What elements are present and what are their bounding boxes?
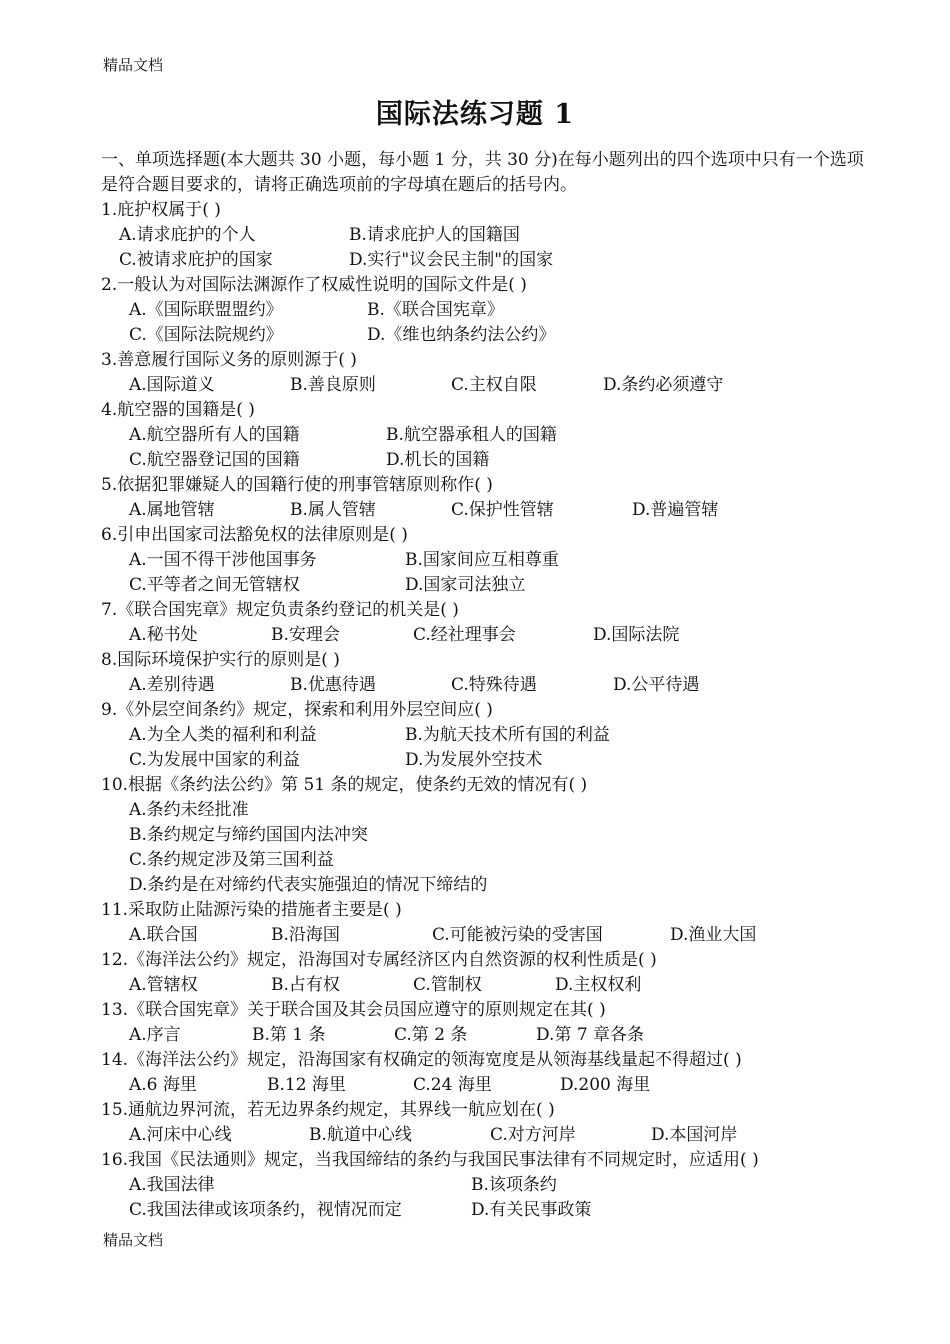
option-a: A.我国法律 [129,1175,215,1195]
question-stem: 5.依据犯罪嫌疑人的国籍行使的刑事管辖原则称作( ) [101,475,493,495]
option-a: A.为全人类的福利和利益 [129,725,317,745]
option-row [101,373,871,398]
option-c: C.条约规定涉及第三国利益 [129,850,334,870]
option-c: C.航空器登记国的国籍 [129,450,300,470]
option-d: D.条约必须遵守 [603,375,724,395]
option-c: C.可能被污染的受害国 [432,925,603,945]
option-row [101,1173,871,1198]
option-d: D.实行"议会民主制"的国家 [349,250,554,270]
option-d: D.200 海里 [560,1075,651,1095]
option-a: A.属地管辖 [129,500,215,520]
option-d: D.普遍管辖 [632,500,719,520]
option-b: B.《联合国宪章》 [367,300,504,320]
option-b: B.沿海国 [271,925,340,945]
option-a: A.秘书处 [129,625,198,645]
question-stem: 4.航空器的国籍是( ) [101,400,255,420]
question-stem: 6.引申出国家司法豁免权的法律原则是( ) [101,525,408,545]
option-b: B.12 海里 [267,1075,346,1095]
option-b: B.优惠待遇 [290,675,376,695]
option-row [101,798,871,823]
option-b: B.第 1 条 [252,1025,326,1045]
option-b: B.属人管辖 [290,500,376,520]
option-c: C.对方河岸 [490,1125,576,1145]
option-d: D.主权权利 [555,975,642,995]
option-b: B.安理会 [271,625,340,645]
option-b: B.为航天技术所有国的利益 [405,725,610,745]
option-a: A.6 海里 [129,1075,197,1095]
option-c: C.保护性管辖 [451,500,554,520]
option-row [101,973,871,998]
option-c: C.为发展中国家的利益 [129,750,300,770]
option-row [101,1123,871,1148]
option-b: B.请求庇护人的国籍国 [349,225,520,245]
option-a: A.序言 [129,1025,181,1045]
option-c: C.主权自限 [451,375,537,395]
question-stem: 14.《海洋法公约》规定，沿海国家有权确定的领海宽度是从领海基线量起不得超过( ) [101,1050,742,1070]
option-b: B.占有权 [271,975,340,995]
question-list [101,148,871,1223]
option-a: A.航空器所有人的国籍 [129,425,300,445]
option-c: C.24 海里 [413,1075,492,1095]
question-stem: 3.善意履行国际义务的原则源于( ) [101,350,357,370]
option-row [101,548,871,573]
option-c: C.特殊待遇 [451,675,537,695]
page-header-mark: 精品文档 [103,56,164,74]
option-d: D.第 7 章各条 [536,1025,645,1045]
option-row [101,423,871,448]
option-row [101,873,871,898]
option-row [101,573,871,598]
option-a: A.河床中心线 [129,1125,232,1145]
option-d: D.《维也纳条约法公约》 [367,325,556,345]
option-b: B.航空器承租人的国籍 [386,425,557,445]
option-a: A.一国不得干涉他国事务 [129,550,317,570]
option-row [101,298,871,323]
option-c: C.被请求庇护的国家 [119,250,273,270]
question-stem: 16.我国《民法通则》规定，当我国缔结的条约与我国民事法律有不同规定时，应适用( ) [101,1150,759,1170]
option-c: C.经社理事会 [413,625,516,645]
option-c: C.管制权 [413,975,482,995]
option-row [101,673,871,698]
option-row [101,1023,871,1048]
page-footer-mark: 精品文档 [103,1231,164,1249]
option-row [101,1198,871,1223]
option-a: A.《国际联盟盟约》 [129,300,283,320]
option-d: D.机长的国籍 [386,450,490,470]
question-stem: 13.《联合国宪章》关于联合国及其会员国应遵守的原则规定在其( ) [101,1000,606,1020]
page-title: 国际法练习题 1 [375,99,575,130]
option-b: B.国家间应互相尊重 [405,550,559,570]
question-stem: 2.一般认为对国际法渊源作了权威性说明的国际文件是( ) [101,275,527,295]
option-d: D.本国河岸 [651,1125,738,1145]
option-row [101,248,871,273]
option-row [101,823,871,848]
option-a: A.条约未经批准 [129,800,249,820]
question-stem: 11.采取防止陆源污染的措施者主要是( ) [101,900,402,920]
option-d: D.为发展外空技术 [405,750,543,770]
question-stem: 7.《联合国宪章》规定负责条约登记的机关是( ) [101,600,459,620]
option-row [101,923,871,948]
option-c: C.我国法律或该项条约，视情况而定 [129,1200,402,1220]
option-row [101,1073,871,1098]
option-c: C.第 2 条 [394,1025,468,1045]
option-a: A.请求庇护的个人 [119,225,256,245]
option-d: D.有关民事政策 [471,1200,592,1220]
option-d: D.渔业大国 [670,925,757,945]
option-row [101,323,871,348]
option-a: A.差别待遇 [129,675,215,695]
option-b: B.条约规定与缔约国国内法冲突 [129,825,368,845]
question-stem: 10.根据《条约法公约》第 51 条的规定，使条约无效的情况有( ) [101,775,588,795]
question-stem: 15.通航边界河流，若无边界条约规定，其界线一航应划在( ) [101,1100,555,1120]
option-row [101,848,871,873]
option-row [101,723,871,748]
option-d: D.国家司法独立 [405,575,526,595]
section-intro: 一、单项选择题(本大题共 30 小题，每小题 1 分，共 30 分)在每小题列出的四个选项中只有一个选项是符合题目要求的，请将正确选项前的字母填在题后的括号内。 [101,150,864,195]
option-d: D.公平待遇 [613,675,700,695]
option-c: C.平等者之间无管辖权 [129,575,300,595]
option-row [101,623,871,648]
question-stem: 1.庇护权属于( ) [101,200,221,220]
option-a: A.管辖权 [129,975,198,995]
option-b: B.航道中心线 [309,1125,412,1145]
option-d: D.条约是在对缔约代表实施强迫的情况下缔结的 [129,875,488,895]
question-stem: 9.《外层空间条约》规定，探索和利用外层空间应( ) [101,700,493,720]
option-b: B.该项条约 [471,1175,557,1195]
option-d: D.国际法院 [593,625,680,645]
option-b: B.善良原则 [290,375,376,395]
option-a: A.联合国 [129,925,198,945]
option-row [101,448,871,473]
option-row [101,498,871,523]
option-row [101,223,871,248]
option-row [101,748,871,773]
option-c: C.《国际法院规约》 [129,325,283,345]
question-stem: 8.国际环境保护实行的原则是( ) [101,650,340,670]
option-a: A.国际道义 [129,375,215,395]
question-stem: 12.《海洋法公约》规定，沿海国对专属经济区内自然资源的权利性质是( ) [101,950,657,970]
